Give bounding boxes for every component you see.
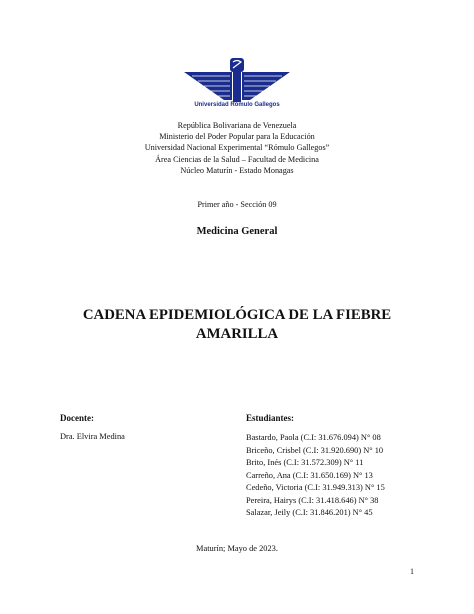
title-line-2: AMARILLA — [195, 326, 279, 342]
country-line: República Bolivariana de Venezuela — [177, 121, 297, 130]
university-line: Universidad Nacional Experimental “Rómulo Gallegos” — [144, 143, 330, 153]
place-date: Maturín; Mayo de 2023. — [196, 544, 278, 553]
campus-line: Núcleo Maturín - Estado Monagas — [180, 165, 294, 175]
institution-header — [0, 120, 474, 176]
student-item: Briceño, Crisbel (C.I: 31.920.690) N° 10 — [246, 445, 384, 455]
student-item: Pereira, Hairys (C.I: 31.418.646) N° 38 — [246, 495, 379, 505]
faculty-line: Área Ciencias de la Salud – Facultad de Medicina — [155, 154, 319, 164]
estudiantes-heading: Estudiantes: — [246, 413, 295, 423]
student-item: Brito, Inés (C.I: 31.572.309) N° 11 — [246, 458, 364, 467]
docente-heading: Docente: — [60, 413, 94, 423]
logo-caption: Universidad Rómulo Gallegos — [194, 102, 280, 108]
docente-name: Dra. Elvira Medina — [60, 432, 125, 441]
subject-heading: Medicina General — [196, 226, 278, 237]
document-title — [40, 306, 434, 344]
students-list — [246, 432, 385, 520]
student-item: Bastardo, Paola (C.I: 31.676.094) N° 08 — [246, 433, 381, 442]
student-item: Carreño, Ana (C.I: 31.650.169) N° 13 — [246, 470, 373, 480]
title-line-1: CADENA EPIDEMIOLÓGICA DE LA FIEBRE — [82, 307, 392, 323]
section-label: Primer año - Sección 09 — [197, 200, 277, 209]
ministry-line: Ministerio del Poder Popular para la Educación — [159, 132, 315, 142]
page-number: 1 — [410, 567, 414, 576]
student-item: Cedeño, Victoria (C.I: 31.949.313) N° 15 — [246, 483, 385, 492]
student-item: Salazar, Jeily (C.I: 31.846.201) N° 45 — [246, 508, 373, 517]
